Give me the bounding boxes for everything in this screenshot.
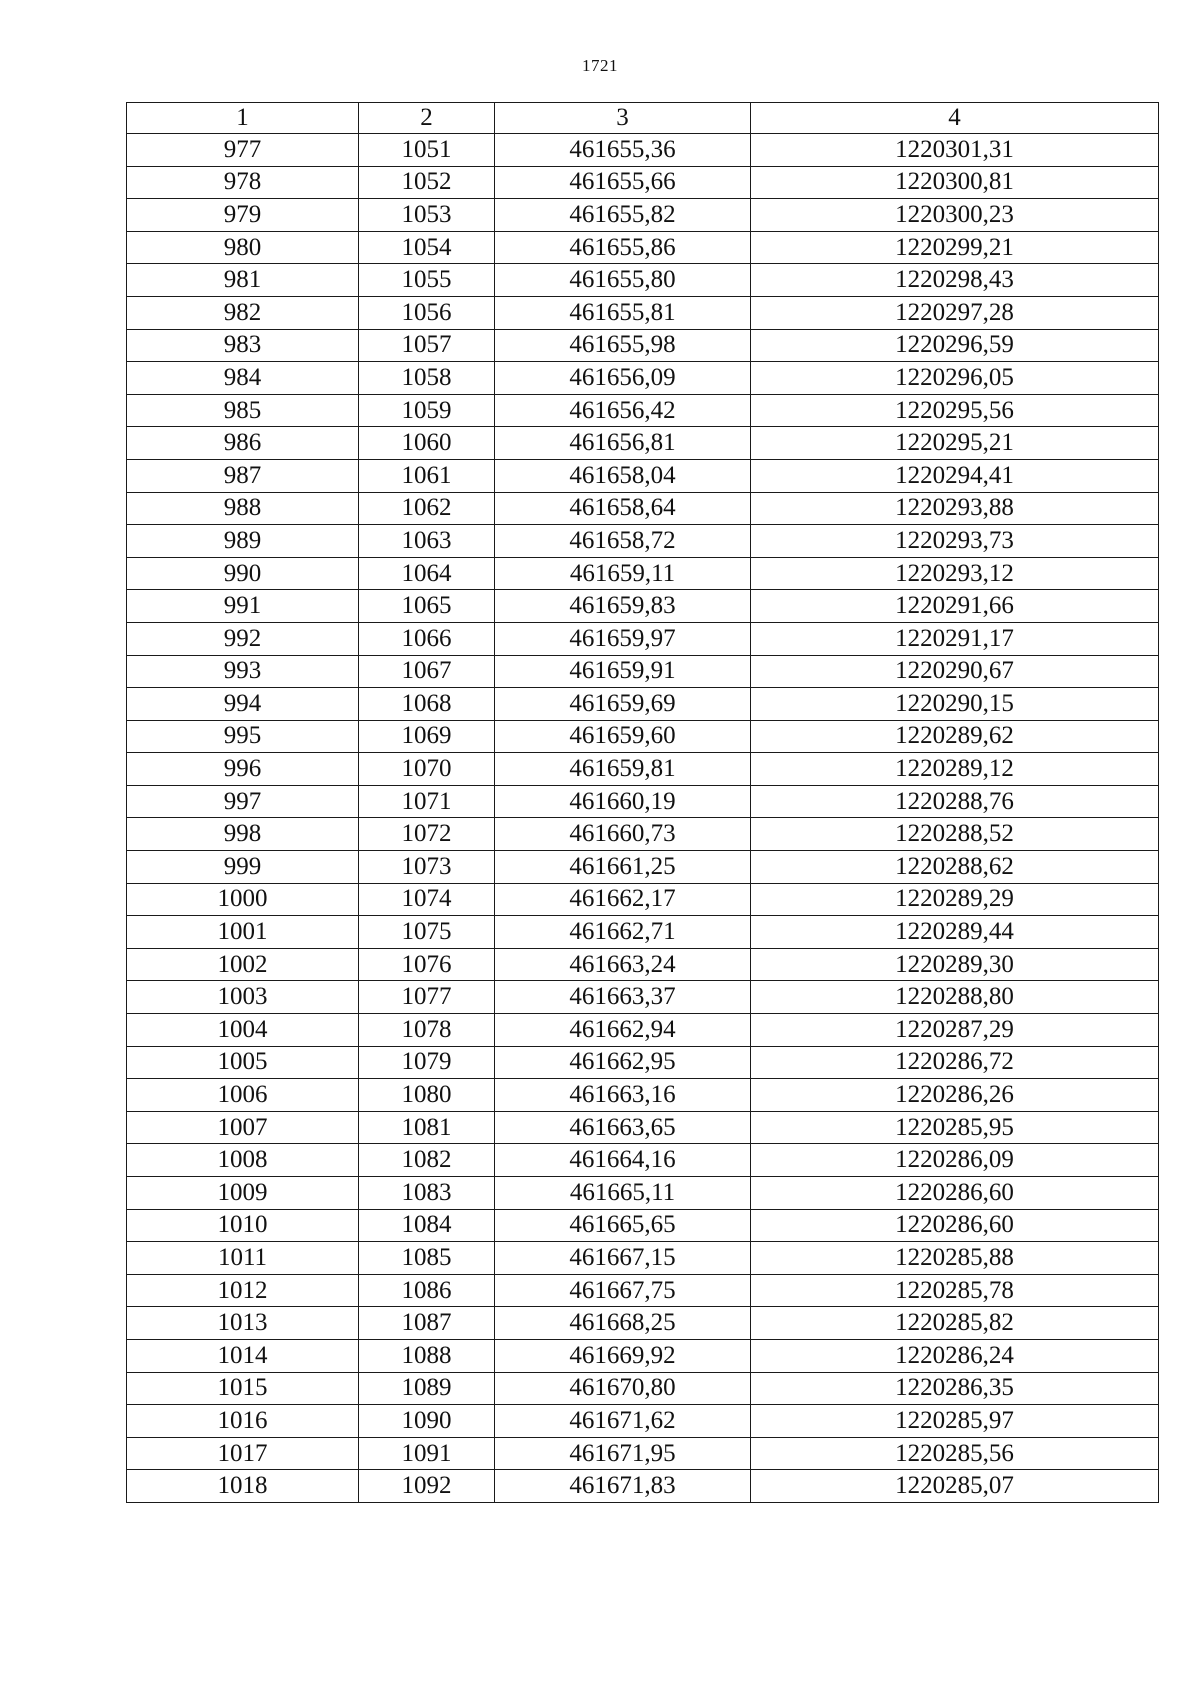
table-row <box>127 1274 1159 1307</box>
table-row <box>127 459 1159 492</box>
table-cell-col-2: 1064 <box>359 557 495 590</box>
table-cell-col-3: 461663,65 <box>495 1111 751 1144</box>
table-cell-col-2: 1091 <box>359 1437 495 1470</box>
table-row <box>127 1242 1159 1275</box>
table-cell-col-2: 1071 <box>359 785 495 818</box>
table-cell-col-1: 994 <box>127 688 359 721</box>
table-cell-col-3: 461659,97 <box>495 622 751 655</box>
table-cell-col-2: 1070 <box>359 753 495 786</box>
table-cell-col-1: 1005 <box>127 1046 359 1079</box>
table-cell-col-2: 1073 <box>359 851 495 884</box>
table-cell-col-4: 1220301,31 <box>751 134 1159 167</box>
header-cell-1: 1 <box>127 103 359 134</box>
table-cell-col-4: 1220286,60 <box>751 1209 1159 1242</box>
table-cell-col-4: 1220290,15 <box>751 688 1159 721</box>
table-cell-col-1: 982 <box>127 296 359 329</box>
table-cell-col-2: 1082 <box>359 1144 495 1177</box>
table-cell-col-4: 1220288,80 <box>751 981 1159 1014</box>
table-cell-col-2: 1067 <box>359 655 495 688</box>
table-row <box>127 785 1159 818</box>
table-row <box>127 329 1159 362</box>
table-cell-col-3: 461656,81 <box>495 427 751 460</box>
table-cell-col-3: 461669,92 <box>495 1339 751 1372</box>
table-cell-col-3: 461658,04 <box>495 459 751 492</box>
table-cell-col-1: 998 <box>127 818 359 851</box>
table-cell-col-3: 461662,17 <box>495 883 751 916</box>
table-cell-col-2: 1084 <box>359 1209 495 1242</box>
table-row <box>127 1209 1159 1242</box>
table-cell-col-2: 1075 <box>359 916 495 949</box>
table-cell-col-3: 461655,36 <box>495 134 751 167</box>
table-cell-col-4: 1220299,21 <box>751 231 1159 264</box>
table-cell-col-4: 1220285,88 <box>751 1242 1159 1275</box>
table-row <box>127 851 1159 884</box>
coordinates-table <box>126 102 1159 1503</box>
table-cell-col-1: 1015 <box>127 1372 359 1405</box>
table-cell-col-2: 1074 <box>359 883 495 916</box>
table-row <box>127 1177 1159 1210</box>
table-cell-col-1: 1016 <box>127 1405 359 1438</box>
table-cell-col-2: 1079 <box>359 1046 495 1079</box>
table-cell-col-3: 461659,83 <box>495 590 751 623</box>
table-cell-col-2: 1062 <box>359 492 495 525</box>
table-cell-col-2: 1055 <box>359 264 495 297</box>
table-cell-col-3: 461655,80 <box>495 264 751 297</box>
table-cell-col-3: 461659,69 <box>495 688 751 721</box>
table-cell-col-3: 461655,98 <box>495 329 751 362</box>
table-cell-col-1: 981 <box>127 264 359 297</box>
table-row <box>127 492 1159 525</box>
table-cell-col-2: 1051 <box>359 134 495 167</box>
table-cell-col-3: 461671,95 <box>495 1437 751 1470</box>
table-cell-col-3: 461665,65 <box>495 1209 751 1242</box>
table-cell-col-3: 461665,11 <box>495 1177 751 1210</box>
table-cell-col-1: 984 <box>127 362 359 395</box>
table-cell-col-4: 1220286,24 <box>751 1339 1159 1372</box>
table-cell-col-1: 1013 <box>127 1307 359 1340</box>
table-cell-col-1: 999 <box>127 851 359 884</box>
table-cell-col-3: 461656,42 <box>495 394 751 427</box>
table-cell-col-2: 1076 <box>359 948 495 981</box>
table-cell-col-3: 461663,37 <box>495 981 751 1014</box>
table-cell-col-2: 1083 <box>359 1177 495 1210</box>
table-cell-col-4: 1220297,28 <box>751 296 1159 329</box>
table-cell-col-3: 461663,16 <box>495 1079 751 1112</box>
table-body <box>127 134 1159 1503</box>
table-cell-col-3: 461662,95 <box>495 1046 751 1079</box>
table-cell-col-3: 461660,73 <box>495 818 751 851</box>
table-header <box>127 103 1159 134</box>
table-cell-col-2: 1069 <box>359 720 495 753</box>
table-cell-col-1: 1012 <box>127 1274 359 1307</box>
table-cell-col-4: 1220287,29 <box>751 1014 1159 1047</box>
table-cell-col-1: 1004 <box>127 1014 359 1047</box>
table-cell-col-1: 1011 <box>127 1242 359 1275</box>
table-cell-col-3: 461662,71 <box>495 916 751 949</box>
table-cell-col-1: 993 <box>127 655 359 688</box>
table-cell-col-3: 461655,66 <box>495 166 751 199</box>
table-cell-col-4: 1220288,76 <box>751 785 1159 818</box>
table-cell-col-2: 1086 <box>359 1274 495 1307</box>
table-cell-col-3: 461658,72 <box>495 525 751 558</box>
table-cell-col-2: 1066 <box>359 622 495 655</box>
table-cell-col-1: 992 <box>127 622 359 655</box>
table-cell-col-1: 1009 <box>127 1177 359 1210</box>
table-cell-col-3: 461667,75 <box>495 1274 751 1307</box>
table-cell-col-3: 461670,80 <box>495 1372 751 1405</box>
table-cell-col-3: 461662,94 <box>495 1014 751 1047</box>
table-cell-col-4: 1220293,88 <box>751 492 1159 525</box>
table-cell-col-4: 1220289,62 <box>751 720 1159 753</box>
table-cell-col-2: 1088 <box>359 1339 495 1372</box>
table-cell-col-1: 991 <box>127 590 359 623</box>
table-row <box>127 296 1159 329</box>
table-row <box>127 1405 1159 1438</box>
table-cell-col-4: 1220286,72 <box>751 1046 1159 1079</box>
table-cell-col-1: 995 <box>127 720 359 753</box>
table-cell-col-3: 461667,15 <box>495 1242 751 1275</box>
table-row <box>127 1437 1159 1470</box>
table-row <box>127 948 1159 981</box>
table-cell-col-3: 461668,25 <box>495 1307 751 1340</box>
table-cell-col-2: 1057 <box>359 329 495 362</box>
table-row <box>127 688 1159 721</box>
table-row <box>127 1307 1159 1340</box>
table-cell-col-4: 1220289,12 <box>751 753 1159 786</box>
table-cell-col-1: 1008 <box>127 1144 359 1177</box>
table-cell-col-4: 1220285,95 <box>751 1111 1159 1144</box>
table-cell-col-1: 990 <box>127 557 359 590</box>
table-cell-col-2: 1061 <box>359 459 495 492</box>
table-cell-col-1: 1018 <box>127 1470 359 1503</box>
table-cell-col-4: 1220286,60 <box>751 1177 1159 1210</box>
table-cell-col-3: 461658,64 <box>495 492 751 525</box>
table-cell-col-4: 1220285,82 <box>751 1307 1159 1340</box>
table-cell-col-1: 1017 <box>127 1437 359 1470</box>
table-cell-col-1: 1007 <box>127 1111 359 1144</box>
table-cell-col-1: 1001 <box>127 916 359 949</box>
table-cell-col-4: 1220286,35 <box>751 1372 1159 1405</box>
table-row <box>127 134 1159 167</box>
table-row <box>127 1014 1159 1047</box>
table-row <box>127 1079 1159 1112</box>
table-cell-col-4: 1220288,62 <box>751 851 1159 884</box>
table-cell-col-4: 1220295,56 <box>751 394 1159 427</box>
table-cell-col-4: 1220285,78 <box>751 1274 1159 1307</box>
table-cell-col-4: 1220288,52 <box>751 818 1159 851</box>
table-row <box>127 1470 1159 1503</box>
table-cell-col-1: 1010 <box>127 1209 359 1242</box>
table-cell-col-4: 1220293,12 <box>751 557 1159 590</box>
table-cell-col-2: 1090 <box>359 1405 495 1438</box>
table-row <box>127 1144 1159 1177</box>
table-cell-col-2: 1072 <box>359 818 495 851</box>
table-cell-col-3: 461659,60 <box>495 720 751 753</box>
table-cell-col-4: 1220300,23 <box>751 199 1159 232</box>
table-row <box>127 818 1159 851</box>
table-cell-col-4: 1220285,07 <box>751 1470 1159 1503</box>
table-cell-col-4: 1220293,73 <box>751 525 1159 558</box>
table-cell-col-2: 1053 <box>359 199 495 232</box>
header-row <box>127 103 1159 134</box>
table-cell-col-3: 461655,86 <box>495 231 751 264</box>
table-cell-col-2: 1058 <box>359 362 495 395</box>
table-cell-col-1: 977 <box>127 134 359 167</box>
table-cell-col-2: 1085 <box>359 1242 495 1275</box>
table-cell-col-2: 1068 <box>359 688 495 721</box>
table-cell-col-1: 980 <box>127 231 359 264</box>
table-row <box>127 590 1159 623</box>
table-row <box>127 916 1159 949</box>
table-cell-col-3: 461671,62 <box>495 1405 751 1438</box>
table-cell-col-2: 1052 <box>359 166 495 199</box>
table-cell-col-4: 1220296,05 <box>751 362 1159 395</box>
table-row <box>127 525 1159 558</box>
table-row <box>127 231 1159 264</box>
table-cell-col-4: 1220291,66 <box>751 590 1159 623</box>
table-cell-col-1: 1003 <box>127 981 359 1014</box>
table-cell-col-4: 1220294,41 <box>751 459 1159 492</box>
table-cell-col-2: 1078 <box>359 1014 495 1047</box>
table-cell-col-2: 1087 <box>359 1307 495 1340</box>
table-row <box>127 264 1159 297</box>
page-number: 1721 <box>582 56 618 75</box>
table-cell-col-1: 989 <box>127 525 359 558</box>
table-cell-col-4: 1220298,43 <box>751 264 1159 297</box>
table-cell-col-4: 1220289,44 <box>751 916 1159 949</box>
table-cell-col-1: 996 <box>127 753 359 786</box>
table-cell-col-1: 986 <box>127 427 359 460</box>
table-cell-col-4: 1220286,09 <box>751 1144 1159 1177</box>
table-row <box>127 883 1159 916</box>
table-cell-col-2: 1054 <box>359 231 495 264</box>
table-cell-col-4: 1220295,21 <box>751 427 1159 460</box>
table-cell-col-3: 461671,83 <box>495 1470 751 1503</box>
table-row <box>127 394 1159 427</box>
table-cell-col-4: 1220285,56 <box>751 1437 1159 1470</box>
table-row <box>127 655 1159 688</box>
table-cell-col-2: 1060 <box>359 427 495 460</box>
header-cell-4: 4 <box>751 103 1159 134</box>
table-cell-col-3: 461655,82 <box>495 199 751 232</box>
table-cell-col-4: 1220286,26 <box>751 1079 1159 1112</box>
table-row <box>127 753 1159 786</box>
table-cell-col-1: 988 <box>127 492 359 525</box>
table-cell-col-1: 978 <box>127 166 359 199</box>
table-row <box>127 427 1159 460</box>
table-cell-col-2: 1065 <box>359 590 495 623</box>
table-cell-col-3: 461661,25 <box>495 851 751 884</box>
table-cell-col-3: 461659,11 <box>495 557 751 590</box>
table-cell-col-2: 1056 <box>359 296 495 329</box>
table-cell-col-4: 1220289,29 <box>751 883 1159 916</box>
table-cell-col-3: 461655,81 <box>495 296 751 329</box>
table-row <box>127 1111 1159 1144</box>
table-cell-col-1: 1006 <box>127 1079 359 1112</box>
table-cell-col-1: 983 <box>127 329 359 362</box>
table-cell-col-1: 1002 <box>127 948 359 981</box>
table-cell-col-2: 1089 <box>359 1372 495 1405</box>
table-cell-col-4: 1220291,17 <box>751 622 1159 655</box>
table-cell-col-2: 1081 <box>359 1111 495 1144</box>
table-cell-col-4: 1220289,30 <box>751 948 1159 981</box>
table-row <box>127 1046 1159 1079</box>
table-row <box>127 981 1159 1014</box>
table-cell-col-2: 1063 <box>359 525 495 558</box>
table-cell-col-2: 1059 <box>359 394 495 427</box>
table-cell-col-1: 1000 <box>127 883 359 916</box>
table-cell-col-3: 461664,16 <box>495 1144 751 1177</box>
table-row <box>127 557 1159 590</box>
table-cell-col-3: 461660,19 <box>495 785 751 818</box>
table-cell-col-1: 985 <box>127 394 359 427</box>
table-cell-col-1: 987 <box>127 459 359 492</box>
table-cell-col-3: 461659,81 <box>495 753 751 786</box>
table-row <box>127 199 1159 232</box>
table-row <box>127 622 1159 655</box>
header-cell-2: 2 <box>359 103 495 134</box>
header-cell-3: 3 <box>495 103 751 134</box>
table-cell-col-4: 1220285,97 <box>751 1405 1159 1438</box>
table-row <box>127 362 1159 395</box>
table-cell-col-4: 1220290,67 <box>751 655 1159 688</box>
table-cell-col-3: 461663,24 <box>495 948 751 981</box>
table-row <box>127 720 1159 753</box>
table-cell-col-2: 1092 <box>359 1470 495 1503</box>
table-cell-col-1: 979 <box>127 199 359 232</box>
table-cell-col-2: 1077 <box>359 981 495 1014</box>
table-cell-col-4: 1220296,59 <box>751 329 1159 362</box>
table-cell-col-2: 1080 <box>359 1079 495 1112</box>
table-cell-col-3: 461659,91 <box>495 655 751 688</box>
table-row <box>127 1339 1159 1372</box>
table-cell-col-4: 1220300,81 <box>751 166 1159 199</box>
table-cell-col-3: 461656,09 <box>495 362 751 395</box>
table-row <box>127 166 1159 199</box>
table-cell-col-1: 1014 <box>127 1339 359 1372</box>
table-row <box>127 1372 1159 1405</box>
table-cell-col-1: 997 <box>127 785 359 818</box>
